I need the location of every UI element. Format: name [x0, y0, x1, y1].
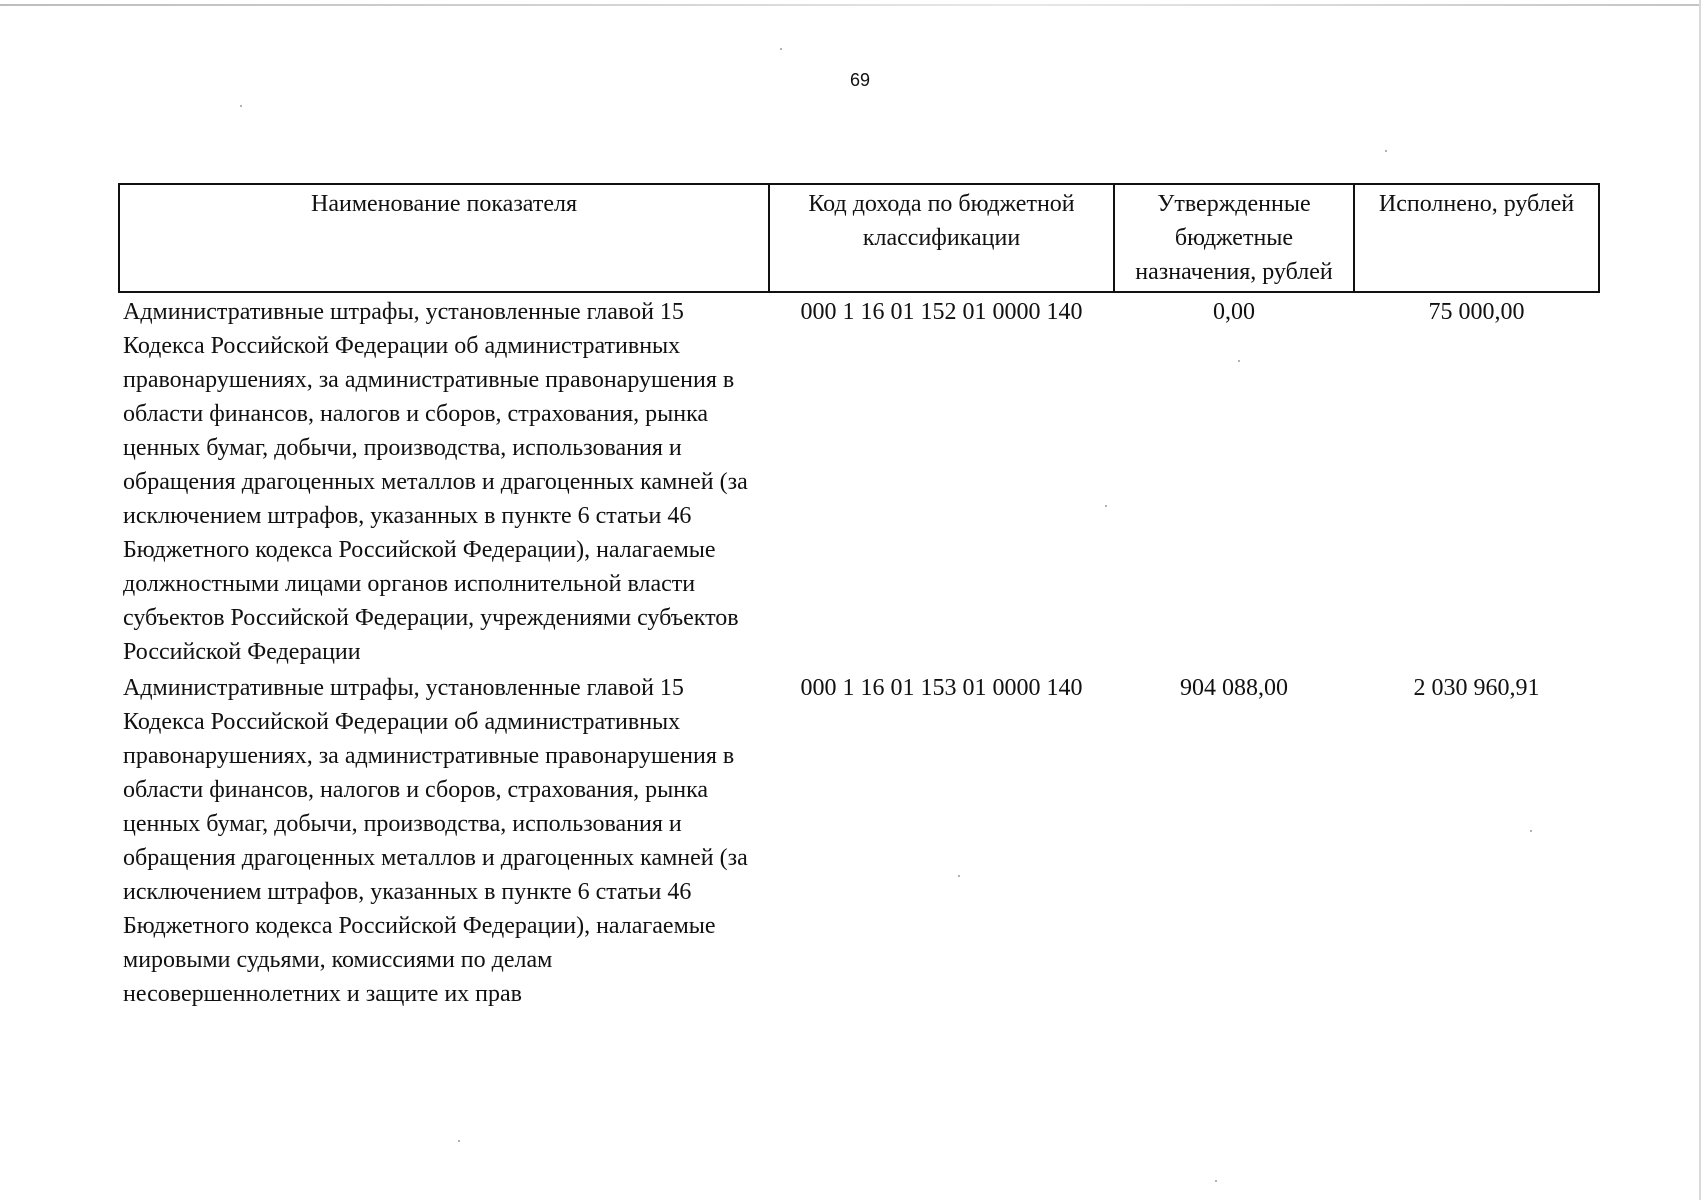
- row-executed-amount: 2 030 960,91: [1413, 675, 1540, 701]
- scan-speck: [1385, 150, 1387, 152]
- row-income-code: 000 1 16 01 153 01 0000 140: [800, 675, 1083, 701]
- budget-table-container: [118, 183, 1598, 1011]
- header-approved-amount: Утвержденные бюджетные назначения, рублей: [1114, 184, 1354, 292]
- scan-speck: [1105, 505, 1107, 507]
- header-row: [119, 184, 1599, 292]
- scan-speck: [458, 1140, 460, 1142]
- header-indicator-name: Наименование показателя: [119, 184, 769, 292]
- table-row: [119, 669, 1599, 1011]
- row-executed-amount: 75 000,00: [1428, 299, 1525, 325]
- page-number: 69: [849, 70, 871, 90]
- row-approved-amount: 0,00: [1213, 299, 1255, 325]
- table-body: [119, 292, 1599, 1011]
- scan-edge-top: [0, 4, 1701, 6]
- row-indicator-name: Административные штрафы, установленные главой 15 Кодекса Российской Федерации об административных правонарушениях, за административные правонарушения в области финансов, налогов и сборов, страхования, рынка ценных бумаг, добычи, производства, использования и обращения драгоценных металлов и драгоценных камней (за исключением штрафов, указанных в пункте 6 статьи 46 Бюджетного кодекса Российской Федерации), налагаемые мировыми судьями, комиссиями по делам несовершеннолетних и защите их прав: [123, 675, 748, 1007]
- scan-speck: [780, 48, 782, 50]
- scan-speck: [958, 875, 960, 877]
- row-indicator-name: Административные штрафы, установленные главой 15 Кодекса Российской Федерации об административных правонарушениях, за административные правонарушения в области финансов, налогов и сборов, страхования, рынка ценных бумаг, добычи, производства, использования и обращения драгоценных металлов и драгоценных камней (за исключением штрафов, указанных в пункте 6 статьи 46 Бюджетного кодекса Российской Федерации), налагаемые должностными лицами органов исполнительной власти субъектов Российской Федерации, учреждениями субъектов Российской Федерации: [123, 299, 748, 665]
- row-approved-amount: 904 088,00: [1180, 675, 1288, 701]
- header-income-code: Код дохода по бюджетной классификации: [769, 184, 1114, 292]
- scan-speck: [1530, 830, 1532, 832]
- scan-speck: [240, 105, 242, 107]
- scan-speck: [1238, 360, 1240, 362]
- row-income-code: 000 1 16 01 152 01 0000 140: [800, 299, 1083, 325]
- table-row: [119, 292, 1599, 669]
- scan-speck: [1215, 1180, 1217, 1182]
- budget-table: [118, 183, 1600, 1011]
- header-executed-amount: Исполнено, рублей: [1354, 184, 1599, 292]
- table-header: [119, 184, 1599, 292]
